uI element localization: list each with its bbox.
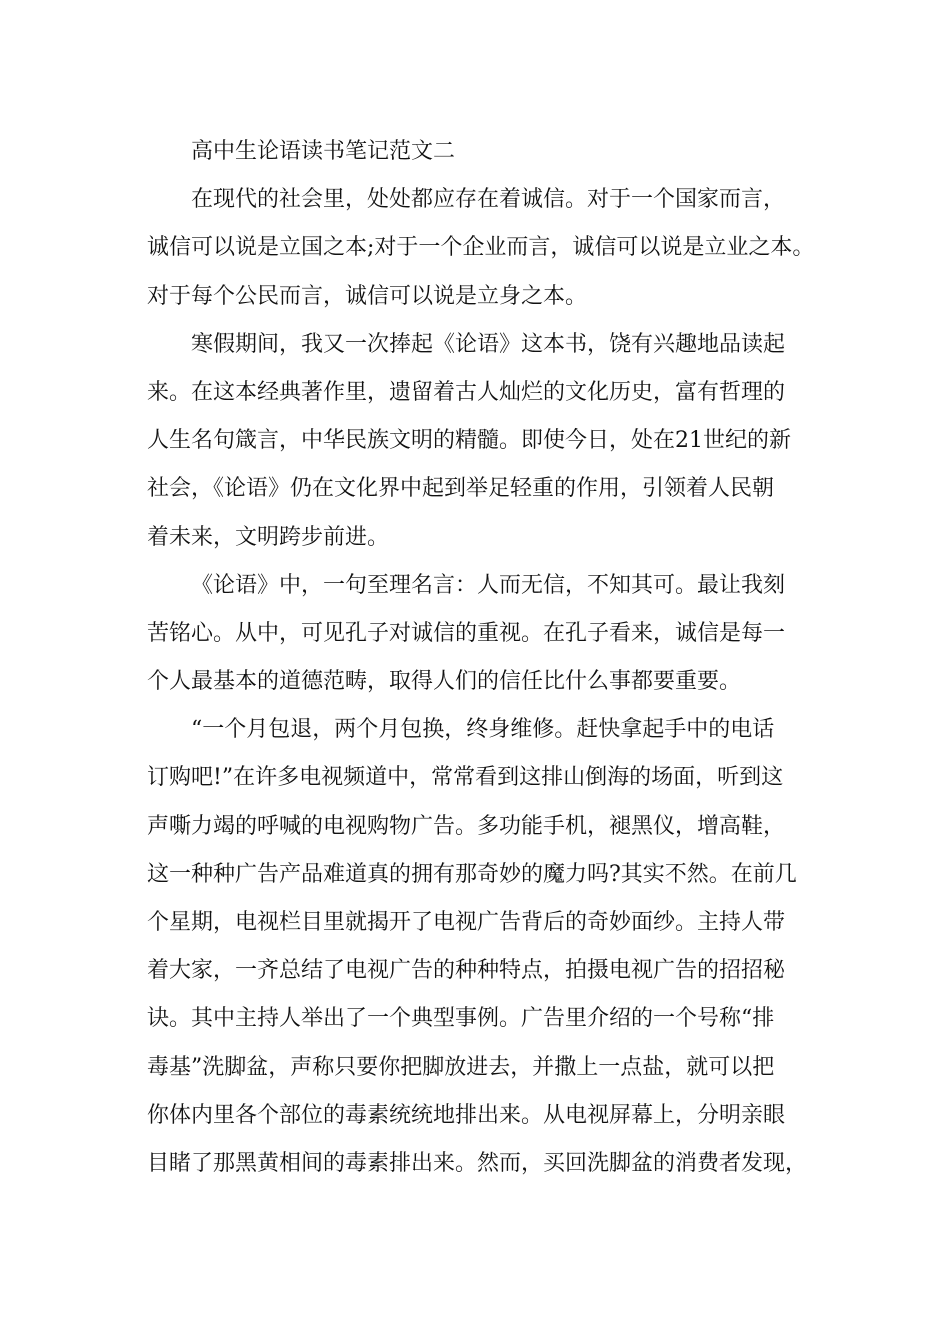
text-line: 寒假期间，我又一次捧起《论语》这本书，饶有兴趣地品读起: [191, 331, 786, 357]
text-line: 《论语》中，一句至理名言：人而无信，不知其可。最让我刻: [191, 572, 786, 598]
text-line: 你体内里各个部位的毒素统统地排出来。从电视屏幕上，分明亲眼: [147, 1102, 786, 1128]
text-line: 在现代的社会里，处处都应存在着诚信。对于一个国家而言，: [191, 187, 786, 213]
document-body: [147, 128, 827, 1188]
text-line: 着未来，文明跨步前进。: [147, 524, 390, 550]
text-line: 个星期，电视栏目里就揭开了电视广告背后的奇妙面纱。主持人带: [147, 910, 786, 935]
text-line: 人生名句箴言，中华民族文明的精髓。即使今日，处在21世纪的新: [147, 428, 791, 454]
text-line: 这一种种广告产品难道真的拥有那奇妙的魔力吗?其实不然。在前几: [147, 861, 797, 887]
text-line: 着大家，一齐总结了电视广告的种种特点，拍摄电视广告的招招秘: [147, 958, 786, 984]
text-line: 订购吧!”在许多电视频道中，常常看到这排山倒海的场面，听到这: [147, 765, 784, 791]
text-line: 苦铭心。从中，可见孔子对诚信的重视。在孔子看来，诚信是每一: [147, 620, 786, 646]
text-line: 诀。其中主持人举出了一个典型事例。广告里介绍的一个号称“排: [147, 1006, 775, 1032]
text-line: 来。在这本经典著作里，遗留着古人灿烂的文化历史，富有哲理的: [147, 379, 786, 405]
text-line: 对于每个公民而言，诚信可以说是立身之本。: [147, 283, 588, 309]
text-line: 社会，《论语》仍在文化界中起到举足轻重的作用，引领着人民朝: [147, 476, 775, 502]
text-line: 个人最基本的道德范畴，取得人们的信任比什么事都要重要。: [147, 669, 742, 695]
document-title: 高中生论语读书笔记范文二: [191, 139, 456, 164]
text-line: 目睹了那黑黄相间的毒素排出来。然而，买回洗脚盆的消费者发现，: [147, 1150, 808, 1176]
text-line: 毒基”洗脚盆，声称只要你把脚放进去，并撒上一点盐，就可以把: [147, 1054, 775, 1080]
text-line: “一个月包退，两个月包换，终身维修。赶快拿起手中的电话: [191, 717, 775, 743]
text-line: 声嘶力竭的呼喊的电视购物广告。多功能手机，褪黑仪，增高鞋，: [147, 813, 786, 839]
text-line: 诚信可以说是立国之本;对于一个企业而言，诚信可以说是立业之本。: [147, 235, 815, 261]
